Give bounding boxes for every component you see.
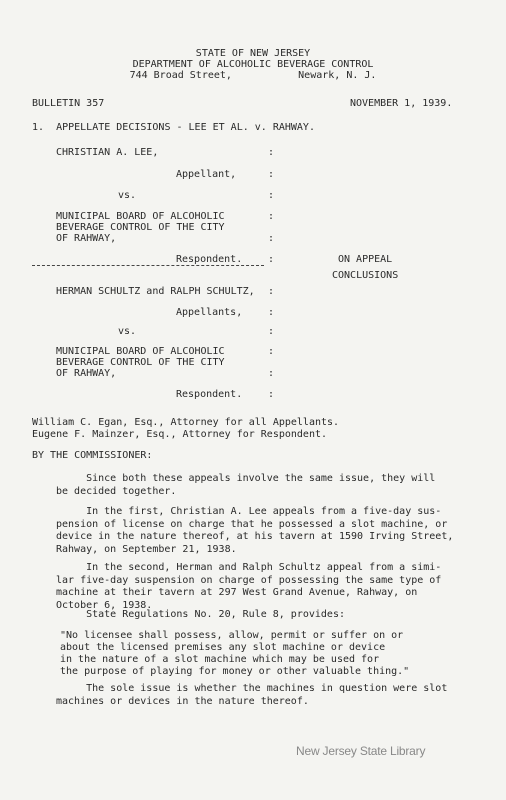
caption-colon: : (268, 346, 275, 357)
attorney-appellants: William C. Egan, Esq., Attorney for all Appellants. (32, 417, 340, 428)
caption-colon: : (268, 190, 275, 201)
item-title: 1. APPELLATE DECISIONS - LEE ET AL. v. RAHWAY. (32, 122, 315, 133)
paragraph: In the first, Christian A. Lee appeals from a five-day sus- pension of license on charge that he possessed a slot machine, or device in the nature thereof, at his tavern at 1590 Irving Street, Rahway, on September 21, 1938. (56, 506, 454, 555)
paragraph: State Regulations No. 20, Rule 8, provides: (56, 609, 345, 620)
regulation-quote: "No licensee shall possess, allow, permit or suffer on or about the licensed premises any slot machine or device in the nature of a slot machine which may be used for the purpose of playing for money or other valuable thing." (60, 630, 410, 677)
vs-label: vs. (118, 326, 137, 337)
caption-colon: : (268, 211, 275, 222)
caption-colon: : (268, 169, 275, 180)
board-line: BEVERAGE CONTROL OF THE CITY (56, 222, 225, 233)
paragraph: Since both these appeals involve the same issue, they will be decided together. (56, 473, 436, 497)
library-stamp: New Jersey State Library (296, 744, 426, 758)
board-line: MUNICIPAL BOARD OF ALCOHOLIC (56, 211, 225, 222)
vs-label: vs. (118, 190, 137, 201)
board-line: OF RAHWAY, (56, 368, 117, 379)
appellant-label: Appellant, (176, 169, 237, 180)
board-line: MUNICIPAL BOARD OF ALCOHOLIC (56, 346, 225, 357)
conclusions-label: CONCLUSIONS (332, 270, 399, 281)
header-state: STATE OF NEW JERSEY (195, 48, 311, 59)
header-department: DEPARTMENT OF ALCOHOLIC BEVERAGE CONTROL (132, 59, 374, 70)
caption-colon: : (268, 307, 275, 318)
attorney-respondent: Eugene F. Mainzer, Esq., Attorney for Respondent. (32, 429, 328, 440)
respondent-label: Respondent. (176, 254, 243, 265)
paragraph: In the second, Herman and Ralph Schultz appeal from a simi- lar five-day suspension on charge of possessing the same type of machine at their tavern at 297 West Grand Avenue, Rahway, on October 6, 1938. (56, 562, 442, 611)
caption-colon: : (268, 368, 275, 379)
bulletin-number: BULLETIN 357 (32, 98, 105, 109)
caption-colon: : (268, 233, 275, 244)
caption-colon: : (268, 147, 275, 158)
appellants-label: Appellants, (176, 307, 243, 318)
header-address: 744 Broad Street, Newark, N. J. (129, 70, 377, 81)
caption-colon: : (268, 326, 275, 337)
caption-colon: : (268, 286, 275, 297)
bulletin-date: NOVEMBER 1, 1939. (350, 98, 453, 109)
on-appeal-label: ON APPEAL (338, 254, 393, 265)
respondent-label: Respondent. (176, 389, 243, 400)
party-schultz: HERMAN SCHULTZ and RALPH SCHULTZ, (56, 286, 255, 297)
caption-colon: : (268, 389, 275, 400)
party-lee: CHRISTIAN A. LEE, (56, 147, 159, 158)
paragraph: The sole issue is whether the machines in question were slot machines or devices in the nature thereof. (56, 683, 448, 707)
by-the-commissioner: BY THE COMMISSIONER: (32, 450, 153, 461)
caption-divider (32, 265, 264, 266)
caption-colon: : (268, 254, 275, 265)
board-line: OF RAHWAY, (56, 233, 117, 244)
board-line: BEVERAGE CONTROL OF THE CITY (56, 357, 225, 368)
